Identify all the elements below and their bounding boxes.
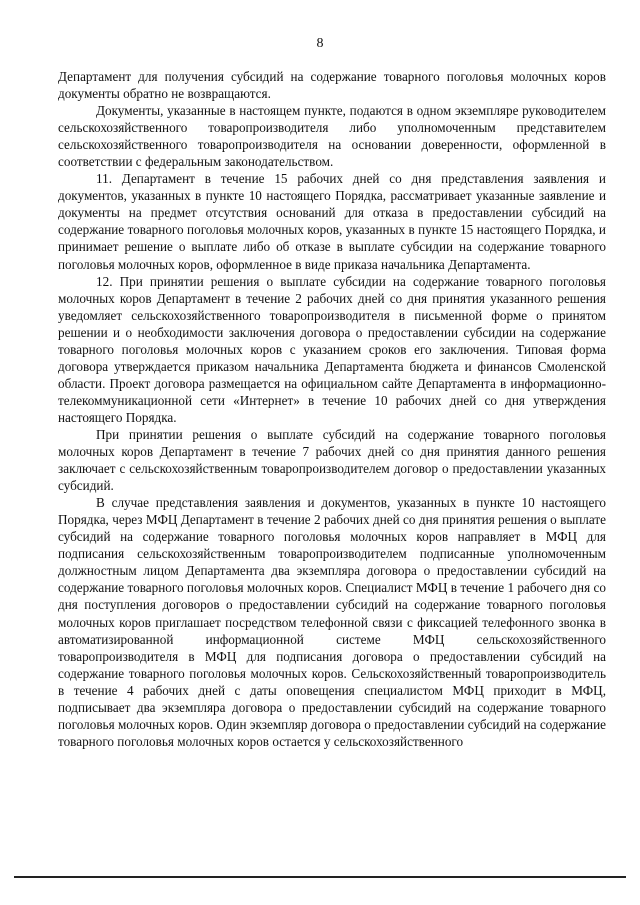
paragraph-documents-submission: Документы, указанные в настоящем пункте, подаются в одном экземпляре руководителем сельскохозяйственного товаропроизводителя либо уполномоченным представителем сельскохозяйственного товаропроизводителя на основании доверенности, оформленной в соответствии с федеральным законодательством. [58,103,606,170]
page-number: 8 [316,36,324,51]
document-body [58,68,606,750]
paragraph-item-12: 12. При принятии решения о выплате субсидии на содержание товарного поголовья молочных коров Департамент в течение 2 рабочих дней со дня принятия указанного решения уведомляет сельскохозяйственного товаропроизводителя в письменной форме о принятом решении и о необходимости заключения договора о предоставлении субсидии на содержание товарного поголовья молочных коров с указанием сроков его заключения. Типовая форма договора утверждается приказом начальника Департамента бюджета и финансов Смоленской области. Проект договора размещается на официальном сайте Департамента в информационно-телекоммуникационной сети «Интернет» в течение 10 рабочих дней со дня утверждения настоящего Порядка. [58,273,606,425]
paragraph-continuation: Департамент для получения субсидий на содержание товарного поголовья молочных коров документы обратно не возвращаются. [58,69,606,102]
paragraph-contract-conclusion: При принятии решения о выплате субсидий на содержание товарного поголовья молочных коров Департамент в течение 7 рабочих дней со дня принятия данного решения заключает с сельскохозяйственным товаропроизводителем договор о предоставлении указанных субсидий. [58,426,606,494]
scan-bottom-edge-line [14,876,626,878]
paragraph-mfc-procedure: В случае представления заявления и документов, указанных в пункте 10 настоящего Порядка, через МФЦ Департамент в течение 2 рабочих дней со дня принятия решения о выплате субсидий на содержание товарного поголовья молочных коров направляет в МФЦ для подписания сельскохозяйственным товаропроизводителем подписанные уполномоченным должностным лицом Департамента два экземпляра договора о предоставлении субсидий на содержание товарного поголовья молочных коров. Специалист МФЦ в течение 1 рабочего дня со дня поступления договоров о предоставлении субсидий на содержание товарного поголовья молочных коров приглашает посредством телефонной связи с фиксацией телефонного звонка в автоматизированной информационной системе МФЦ сельскохозяйственного товаропроизводителя в МФЦ для подписания договора о предоставлении субсидий на содержание товарного поголовья молочных коров. Сельскохозяйственный товаропроизводитель в течение 4 рабочих дней с даты оповещения специалистом МФЦ приходит в МФЦ, подписывает два экземпляра договора о предоставлении субсидий на содержание товарного поголовья молочных коров. Один экземпляр договора о предоставлении субсидий на содержание товарного поголовья молочных коров остается у сельскохозяйственного [58,495,606,749]
paragraph-item-11: 11. Департамент в течение 15 рабочих дней со дня представления заявления и документов, указанных в пункте 10 настоящего Порядка, рассматривает указанные заявление и документы на предмет отсутствия оснований для отказа в предоставлении субсидий на содержание товарного поголовья молочных коров, указанных в пункте 15 настоящего Порядка, и принимает решение о выплате либо об отказе в выплате субсидии на содержание товарного поголовья молочных коров, оформленное в виде приказа начальника Департамента. [58,171,606,272]
